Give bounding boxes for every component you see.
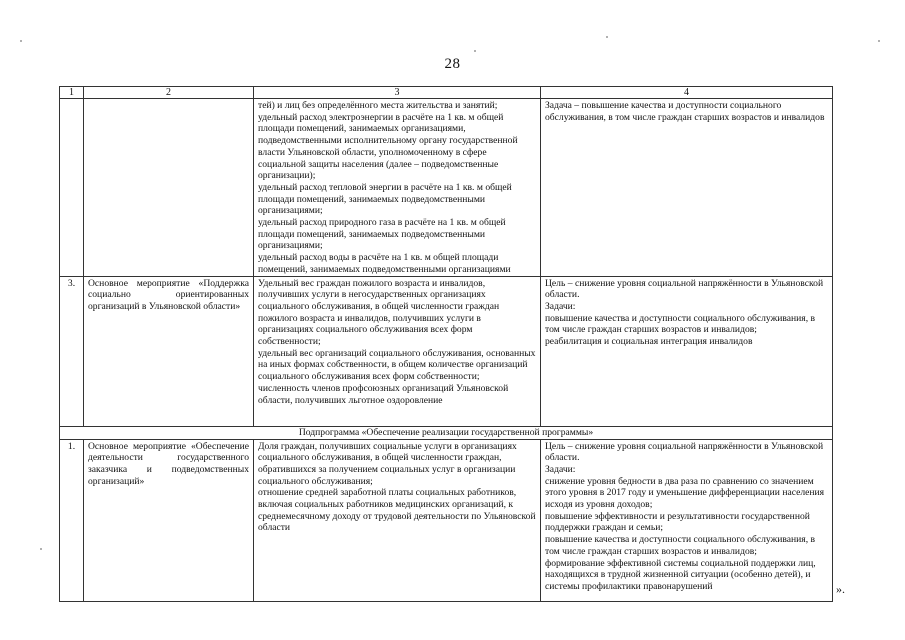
scan-speck <box>878 40 880 42</box>
event-name: Основное мероприятие «Поддержка социально ориентированных организаций в Ульяновской области» <box>84 276 254 426</box>
scan-speck <box>20 40 22 42</box>
row-number: 1. <box>60 439 84 601</box>
event-name <box>84 99 254 277</box>
scan-speck <box>606 36 608 38</box>
subprogram-row <box>60 426 833 439</box>
subprogram-title: Подпрограмма «Обеспечение реализации государственной программы» <box>60 426 833 439</box>
goals-cell: Цель – снижение уровня социальной напряжённости в Ульяновской области. Задачи: снижение уровня бедности в два раза по сравнению со значением этого уровня в 2017 году и уменьшение дифференциации населения исходя из уровня доходов; повышение эффективности и результативности государственной поддержки граждан и семьи; повышение качества и доступности социального обслуживания, в том числе граждан старших возрастов и инвалидов; формирование эффективной системы социальной поддержки лиц, находящихся в трудной жизненной ситуации (особенно детей), и системы профилактики правонарушений <box>541 439 833 601</box>
indicators-cell: Удельный вес граждан пожилого возраста и инвалидов, получивших услуги в негосударственных организациях социального обслуживания, в общей численности граждан пожилого возраста и инвалидов, получивших услуги в организациях социального обслуживания всех форм собственности; удельный вес организаций социального обслуживания, основанных на иных формах собственности, в общем количестве организаций социального обслуживания всех форм собственности; численность членов профсоюзных организаций Ульяновской области, получивших льготное оздоровление <box>254 276 541 426</box>
closing-quote-mark: ». <box>836 582 845 596</box>
scan-speck <box>40 548 42 550</box>
table-row <box>60 99 833 277</box>
column-header-3: 3 <box>254 87 541 99</box>
goals-cell: Цель – снижение уровня социальной напряжённости в Ульяновской области. Задачи: повышение качества и доступности социального обслуживания, в том числе граждан старших возрастов и инвалидов; реабилитация и социальная интеграция инвалидов <box>541 276 833 426</box>
goals-cell: Задача – повышение качества и доступности социального обслуживания, в том числе граждан старших возрастов и инвалидов <box>541 99 833 277</box>
row-number <box>60 99 84 277</box>
table-header-row <box>60 87 833 99</box>
indicators-cell: тей) и лиц без определённого места жительства и занятий; удельный расход электроэнергии в расчёте на 1 кв. м общей площади помещений, занимаемых организациями, подведомственными исполнительному органу государственной власти Ульяновской области, уполномоченному в сфере социальной защиты населения (далее – подведомственные организации); удельный расход тепловой энергии в расчёте на 1 кв. м общей площади помещений, занимаемых подведомственными организациями; удельный расход природного газа в расчёте на 1 кв. м общей площади помещений, занимаемых подведомственными организациями; удельный расход воды в расчёте на 1 кв. м общей площади помещений, занимаемых подведомственными организациями <box>254 99 541 277</box>
event-name: Основное мероприятие «Обеспечение деятельности государственного заказчика и подведомственных организаций» <box>84 439 254 601</box>
row-number: 3. <box>60 276 84 426</box>
column-header-1: 1 <box>60 87 84 99</box>
scan-speck <box>474 50 476 52</box>
indicators-cell: Доля граждан, получивших социальные услуги в организациях социального обслуживания, в общей численности граждан, обратившихся за получением социальных услуг в организации социального обслуживания; отношение средней заработной платы социальных работников, включая социальных работников медицинских организаций, к среднемесячному доходу от трудовой деятельности по Ульяновской области <box>254 439 541 601</box>
column-header-4: 4 <box>541 87 833 99</box>
table-row <box>60 276 833 426</box>
page-number: 28 <box>444 56 461 72</box>
column-header-2: 2 <box>84 87 254 99</box>
program-table <box>59 86 833 602</box>
table-row <box>60 439 833 601</box>
